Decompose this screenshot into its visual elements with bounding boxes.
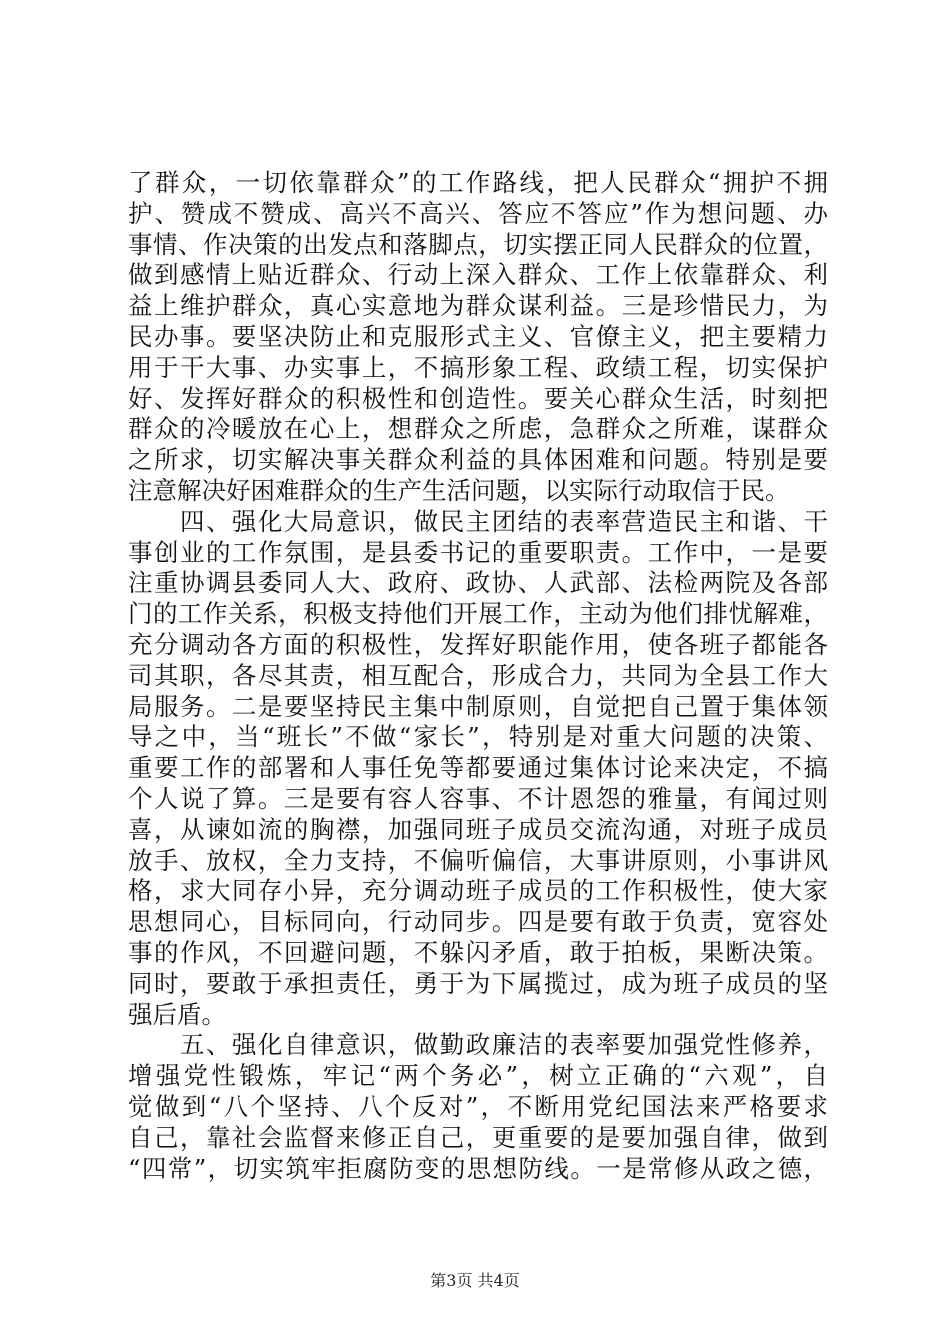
text-line: 导之中，当“班长”不做“家长”，特别是对重大问题的决策、 [128, 722, 828, 752]
text-line: 增强党性锻炼，牢记“两个务必”，树立正确的“六观”，自 [128, 1061, 828, 1091]
text-line: 司其职，各尽其责，相互配合，形成合力，共同为全县工作大 [128, 660, 828, 690]
text-line: 用于干大事、办实事上，不搞形象工程、政绩工程，切实保护 [128, 352, 828, 382]
text-line: 五、强化自律意识，做勤政廉洁的表率要加强党性修养， [128, 1030, 828, 1060]
text-line: 群众的冷暖放在心上，想群众之所虑，急群众之所难，谋群众 [128, 414, 828, 444]
text-line: 思想同心，目标同向，行动同步。四是要有敢于负责，宽容处 [128, 907, 828, 937]
document-body [128, 168, 828, 1184]
text-line: 重要工作的部署和人事任免等都要通过集体讨论来决定，不搞 [128, 753, 828, 783]
text-line: 格，求大同存小异，充分调动班子成员的工作积极性，使大家 [128, 876, 828, 906]
text-line: 个人说了算。三是要有容人容事、不计恩怨的雅量，有闻过则 [128, 783, 828, 813]
text-line: 放手、放权，全力支持，不偏听偏信，大事讲原则，小事讲风 [128, 845, 828, 875]
text-line: 觉做到“八个坚持、八个反对”，不断用党纪国法来严格要求 [128, 1091, 828, 1121]
text-line: 局服务。二是要坚持民主集中制原则，自觉把自己置于集体领 [128, 691, 828, 721]
text-line: 充分调动各方面的积极性，发挥好职能作用，使各班子都能各 [128, 629, 828, 659]
text-line: 益上维护群众，真心实意地为群众谋利益。三是珍惜民力，为 [128, 291, 828, 321]
text-line: 门的工作关系，积极支持他们开展工作，主动为他们排忧解难， [128, 599, 828, 629]
text-line: 了群众，一切依靠群众”的工作路线，把人民群众“拥护不拥 [128, 168, 828, 197]
text-line: 注重协调县委同人大、政府、政协、人武部、法检两院及各部 [128, 568, 828, 598]
text-line: 强后盾。 [128, 999, 226, 1029]
text-line: 事的作风，不回避问题，不躲闪矛盾，敢于拍板，果断决策。 [128, 937, 828, 967]
text-line: 四、强化大局意识，做民主团结的表率营造民主和谐、干 [128, 506, 828, 536]
text-line: 自己，靠社会监督来修正自己，更重要的是要加强自律，做到 [128, 1122, 828, 1152]
text-line: 事创业的工作氛围，是县委书记的重要职责。工作中，一是要 [128, 537, 828, 567]
text-line: 护、赞成不赞成、高兴不高兴、答应不答应”作为想问题、办 [128, 198, 828, 228]
text-line: 喜，从谏如流的胸襟，加强同班子成员交流沟通，对班子成员 [128, 814, 828, 844]
text-line: 注意解决好困难群众的生产生活问题，以实际行动取信于民。 [128, 475, 790, 505]
text-line: “四常”，切实筑牢拒腐防变的思想防线。一是常修从政之德， [128, 1153, 828, 1183]
text-line: 好、发挥好群众的积极性和创造性。要关心群众生活，时刻把 [128, 383, 828, 413]
text-line: 同时，要敢于承担责任，勇于为下属揽过，成为班子成员的坚 [128, 968, 828, 998]
text-line: 事情、作决策的出发点和落脚点，切实摆正同人民群众的位置， [128, 229, 828, 259]
text-line: 民办事。要坚决防止和克服形式主义、官僚主义，把主要精力 [128, 321, 828, 351]
page-footer: 第3页 共4页 [430, 1271, 520, 1290]
text-line: 做到感情上贴近群众、行动上深入群众、工作上依靠群众、利 [128, 260, 828, 290]
text-line: 之所求，切实解决事关群众利益的具体困难和问题。特别是要 [128, 445, 828, 475]
